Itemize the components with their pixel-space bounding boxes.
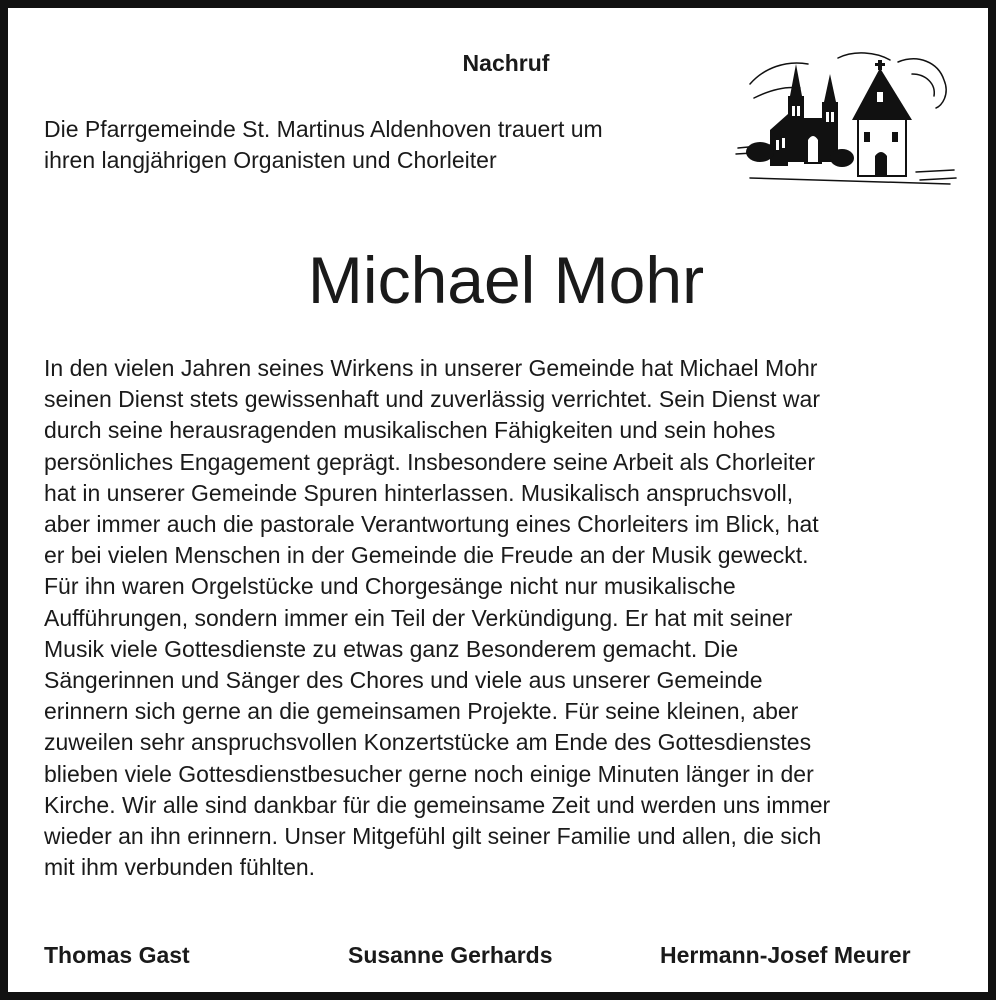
intro-line: ihren langjährigen Organisten und Chorleiter [44,147,497,173]
body-line: persönliches Engagement geprägt. Insbesondere seine Arbeit als Chorleiter [44,448,815,475]
deceased-name: Michael Mohr [307,243,705,317]
body-line: mit ihm verbunden fühlten. [44,854,316,881]
signature-thomas-gast: Thomas Gast [44,942,190,968]
notice-heading: Nachruf [462,50,550,76]
body-line: Für ihn waren Orgelstücke und Chorgesänge nicht nur musikalische [44,573,736,600]
body-line: wieder an ihn erinnern. Unser Mitgefühl gilt seiner Familie und allen, die sich [44,823,822,850]
body-line: aber immer auch die pastorale Verantwortung eines Chorleiters im Blick, hat [44,511,819,538]
body-line: erinnern sich gerne an die gemeinsamen Projekte. Für seine kleinen, aber [44,698,799,725]
intro-text [44,114,724,176]
body-line: Musik viele Gottesdienste zu etwas ganz Besonderem gemacht. Die [44,635,739,662]
body-line: blieben viele Gottesdienstbesucher gerne noch einige Minuten länger in der [44,760,814,787]
body-line: Sängerinnen und Sänger des Chores und viele aus unserer Gemeinde [44,667,763,694]
body-line: hat in unserer Gemeinde Spuren hinterlassen. Musikalisch anspruchsvoll, [44,479,794,506]
body-line: er bei vielen Menschen in der Gemeinde die Freude an der Musik geweckt. [44,542,809,569]
church-illustration-icon [730,44,960,192]
body-line: In den vielen Jahren seines Wirkens in unserer Gemeinde hat Michael Mohr [44,355,818,381]
body-line: Kirche. Wir alle sind dankbar für die gemeinsame Zeit und werden uns immer [44,791,831,818]
body-line: zuweilen sehr anspruchsvollen Konzertstücke am Ende des Gottesdienstes [44,729,812,756]
body-line: Aufführungen, sondern immer ein Teil der Verkündigung. Er hat mit seiner [44,604,793,631]
body-line: durch seine herausragenden musikalischen Fähigkeiten und sein hohes [44,417,776,444]
signature-hermann-josef-meurer: Hermann-Josef Meurer [660,942,911,968]
signature-susanne-gerhards: Susanne Gerhards [348,942,553,968]
intro-line: Die Pfarrgemeinde St. Martinus Aldenhoven trauert um [44,116,603,142]
obituary-body [44,353,974,883]
body-line: seinen Dienst stets gewissenhaft und zuverlässig verrichtet. Sein Dienst war [44,386,820,413]
